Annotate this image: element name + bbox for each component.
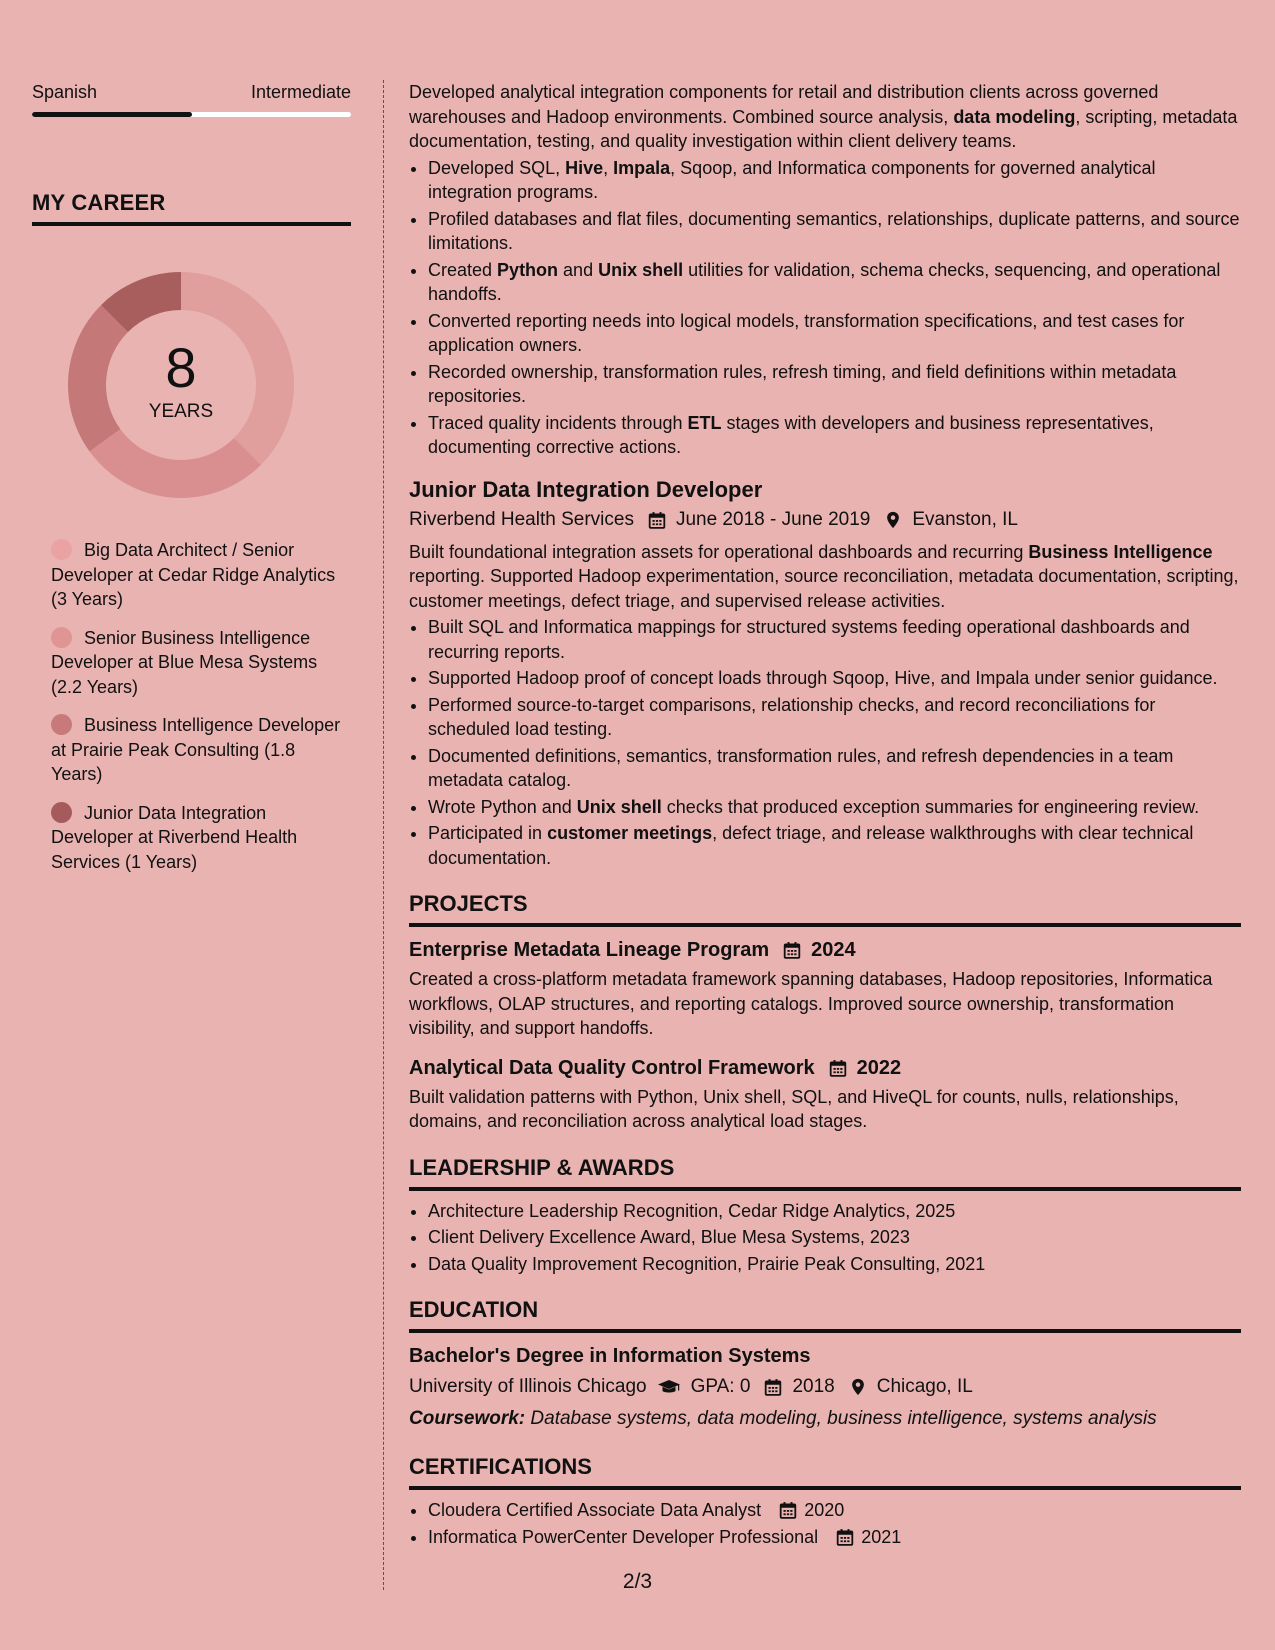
job1-bullet: • Recorded ownership, transformation rules, refresh timing, and field definitions within metadata repositories. xyxy=(428,360,1241,409)
language-row xyxy=(32,80,351,104)
legend-text: Senior Business Intelligence Developer at Blue Mesa Systems (2.2 Years) xyxy=(51,627,318,697)
page-number: 2/3 xyxy=(622,1570,653,1593)
awards-list xyxy=(409,1199,1241,1277)
certification-item: • Informatica PowerCenter Developer Professional 2021 xyxy=(428,1525,1241,1550)
education-year: 2018 xyxy=(792,1376,835,1397)
certification-year: 2021 xyxy=(861,1526,902,1547)
legend-text: Junior Data Integration Developer at Riverbend Health Services (1 Years) xyxy=(51,802,298,872)
awards-rule xyxy=(409,1187,1241,1191)
legend-item xyxy=(51,801,341,875)
job1-bullet: • Developed SQL, Hive, Impala, Sqoop, and Informatica components for governed analytical integration programs. xyxy=(428,156,1241,205)
job2-location: Evanston, IL xyxy=(912,508,1018,530)
education-school: University of Illinois Chicago xyxy=(409,1376,647,1397)
career-donut-chart xyxy=(66,270,296,500)
map-pin-icon xyxy=(884,511,902,529)
project-description: Built validation patterns with Python, Unix shell, SQL, and HiveQL for counts, nulls, relationships, domains, and reconciliation across analytical load stages. xyxy=(409,1086,1179,1131)
career-total-unit: YEARS xyxy=(148,401,214,422)
job1-bullet: • Profiled databases and flat files, documenting semantics, relationships, duplicate patterns, and source limitations. xyxy=(428,207,1241,256)
donut-center xyxy=(66,270,296,500)
career-legend xyxy=(32,538,341,874)
certification-item: • Cloudera Certified Associate Data Analyst 2020 xyxy=(428,1498,1241,1523)
job2-bullet: • Participated in customer meetings, defect triage, and release walkthroughs with clear technical documentation. xyxy=(428,821,1241,870)
job2-bullet: • Documented definitions, semantics, transformation rules, and refresh dependencies in a team metadata catalog. xyxy=(428,744,1241,793)
education-coursework: Coursework: Database systems, data modeling, business intelligence, systems analysis xyxy=(409,1408,1157,1429)
job2-title: Junior Data Integration Developer xyxy=(409,476,763,502)
calendar-icon xyxy=(779,1501,797,1519)
language-proficiency-fill xyxy=(32,112,192,117)
awards-heading: LEADERSHIP & AWARDS xyxy=(409,1154,675,1180)
calendar-icon xyxy=(829,1059,847,1077)
legend-item xyxy=(51,538,341,612)
certifications-heading: CERTIFICATIONS xyxy=(409,1454,592,1479)
legend-dot xyxy=(51,539,72,560)
education-degree: Bachelor's Degree in Information Systems xyxy=(409,1345,811,1367)
project-title: Analytical Data Quality Control Framework 2022 xyxy=(409,1056,902,1079)
projects-heading: PROJECTS xyxy=(409,891,528,916)
career-total-years: 8 xyxy=(165,336,197,399)
column-divider xyxy=(383,80,384,1590)
language-name: Spanish xyxy=(32,82,98,102)
project-year: 2024 xyxy=(811,939,856,961)
career-heading-rule xyxy=(32,222,351,226)
job1-bullet: • Created Python and Unix shell utilities for validation, schema checks, sequencing, and operational handoffs. xyxy=(428,258,1241,307)
legend-item xyxy=(51,626,341,700)
map-pin-icon xyxy=(849,1378,867,1396)
left-column xyxy=(32,80,351,888)
calendar-icon xyxy=(764,1378,782,1396)
legend-item xyxy=(51,713,341,787)
project-description: Created a cross-platform metadata framework spanning databases, Hadoop repositories, Informatica workflows, OLAP structures, and reporting catalogs. Improved source ownership, transformation visibility, and support handoffs. xyxy=(409,969,1213,1038)
calendar-icon xyxy=(648,511,666,529)
language-level: Intermediate xyxy=(250,82,351,102)
job2-bullet: • Built SQL and Informatica mappings for structured systems feeding operational dashboards and recurring reports. xyxy=(428,615,1241,664)
certifications-rule xyxy=(409,1486,1241,1490)
right-column xyxy=(409,80,1241,1551)
project-year: 2022 xyxy=(856,1056,902,1079)
education-location: Chicago, IL xyxy=(876,1376,973,1397)
legend-dot xyxy=(51,714,72,735)
projects-rule xyxy=(409,923,1241,927)
job2-summary: Built foundational integration assets for operational dashboards and recurring Business Intelligence reporting. Supported Hadoop experimentation, source reconciliation, metadata documentation, scripting, customer meetings, defect triage, and supervised release activities. xyxy=(409,541,1239,611)
job2-meta xyxy=(409,506,1241,534)
legend-dot xyxy=(51,627,72,648)
legend-text: Business Intelligence Developer at Prairie Peak Consulting (1.8 Years) xyxy=(51,715,341,784)
graduation-cap-icon xyxy=(657,1378,681,1396)
award-item: • Data Quality Improvement Recognition, Prairie Peak Consulting, 2021 xyxy=(428,1252,1241,1277)
job2-dates: June 2018 - June 2019 xyxy=(675,508,871,530)
legend-dot xyxy=(51,802,72,823)
career-heading: MY CAREER xyxy=(32,190,166,215)
job2-company: Riverbend Health Services xyxy=(409,508,634,530)
calendar-icon xyxy=(836,1528,854,1546)
job2-bullet: • Supported Hadoop proof of concept loads through Sqoop, Hive, and Impala under senior guidance. xyxy=(428,666,1241,691)
job2-bullet: • Wrote Python and Unix shell checks that produced exception summaries for engineering review. xyxy=(428,795,1241,820)
legend-text: Big Data Architect / Senior Developer at Cedar Ridge Analytics (3 Years) xyxy=(51,540,336,609)
education-gpa: GPA: 0 xyxy=(690,1376,751,1397)
job1-bullet: • Traced quality incidents through ETL stages with developers and business representatives, documenting corrective actions. xyxy=(428,411,1241,460)
job1-summary: Developed analytical integration components for retail and distribution clients across governed warehouses and Hadoop environments. Combined source analysis, data modeling, scripting, metadata documentation, testing, and quality investigation within client delivery teams. xyxy=(409,82,1238,151)
certification-year: 2020 xyxy=(804,1500,845,1520)
certifications-list xyxy=(409,1498,1241,1549)
language-proficiency-bar xyxy=(32,112,351,117)
education-heading: EDUCATION xyxy=(409,1297,539,1322)
education-rule xyxy=(409,1329,1241,1333)
project-title: Enterprise Metadata Lineage Program 2024 xyxy=(409,939,856,961)
calendar-icon xyxy=(783,941,801,959)
job2-bullet: • Performed source-to-target comparisons, relationship checks, and record reconciliations for scheduled load testing. xyxy=(428,693,1241,742)
education-meta xyxy=(409,1373,1241,1401)
award-item: • Client Delivery Excellence Award, Blue Mesa Systems, 2023 xyxy=(428,1225,1241,1250)
job2-bullets xyxy=(409,615,1241,870)
job1-bullets xyxy=(409,156,1241,460)
award-item: • Architecture Leadership Recognition, Cedar Ridge Analytics, 2025 xyxy=(428,1199,1241,1224)
job1-bullet: • Converted reporting needs into logical models, transformation specifications, and test cases for application owners. xyxy=(428,309,1241,358)
